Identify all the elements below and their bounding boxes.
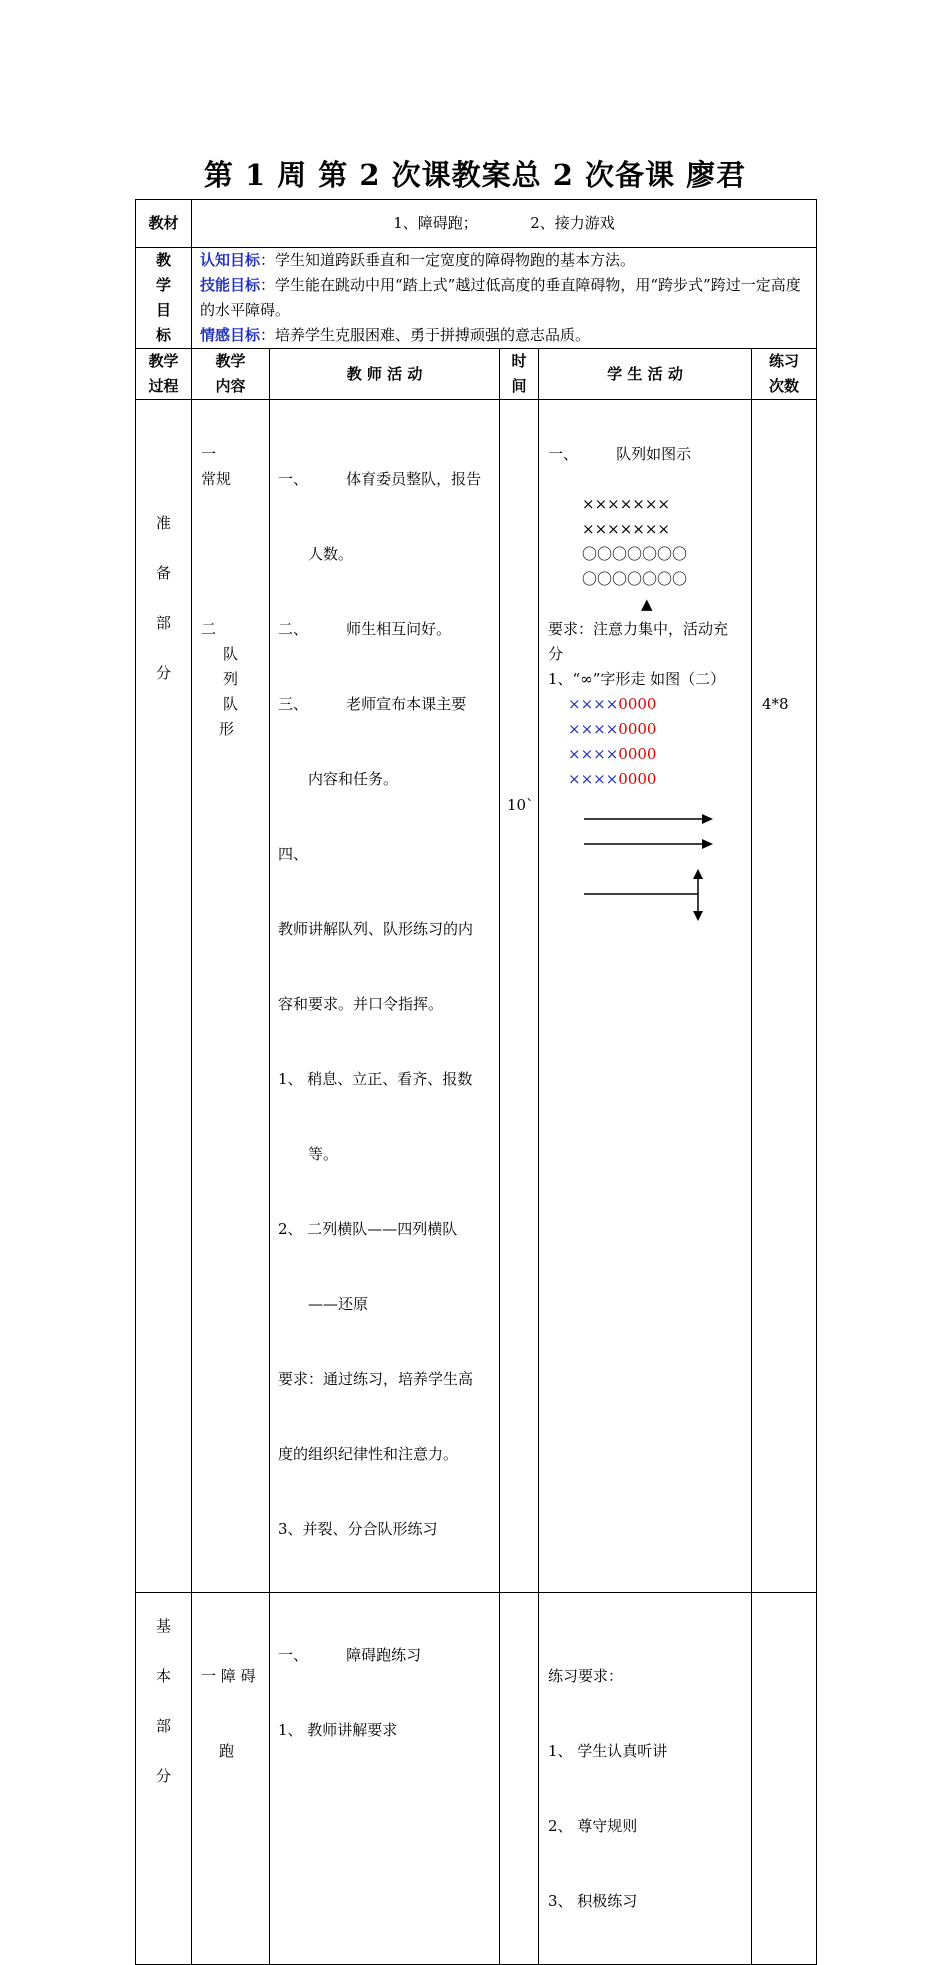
basic-content: 一 障 碍 跑	[192, 1593, 270, 1965]
prep-teacher-activities: 一、 体育委员整队，报告 人数。 二、 师生相互问好。 三、 老师宣布本课主要 内容和任务。 四、 教师讲解队列、队形练习的内 容和要求。并口令指挥。 1、 稍息、立正、看齐、报数 等。 2、 二列横队——四列横队 ——还原 要求：通过练习，培养学生高 度的组织纪律性和注意力。 3、并裂、分合队形练习	[270, 400, 500, 1593]
header-teacher: 教 师 活 动	[270, 349, 500, 400]
figure8-rows: ××××0000 ××××0000 ××××0000 ××××0000	[568, 695, 657, 788]
formation-diagram: ××××××× ××××××× 〇〇〇〇〇〇〇 〇〇〇〇〇〇〇	[582, 495, 688, 588]
emotion-goal-label: 情感目标	[200, 326, 261, 344]
emotion-goal-text: ：培养学生克服困难、勇于拼搏顽强的意志品质。	[260, 326, 591, 344]
basic-time	[500, 1593, 539, 1965]
material-row	[136, 200, 817, 248]
skill-goal-label: 技能目标	[200, 276, 261, 294]
basic-phase: 基 本 部 分	[136, 1593, 192, 1965]
prep-reps: 4*8	[752, 400, 817, 1593]
prep-phase: 准 备 部 分	[136, 400, 192, 1593]
skill-goal-text: ：学生能在跳动中用“踏上式”越过低高度的垂直障碍物，用“跨步式”跨过一定高度的水平障碍。	[200, 276, 801, 319]
goals-row	[136, 248, 817, 349]
basic-reps	[752, 1593, 817, 1965]
cognitive-goal-text: ：学生知道跨跃垂直和一定宽度的障碍物跑的基本方法。	[260, 251, 636, 269]
page-title: 第 1 周 第 2 次课教案总 2 次备课 廖君	[203, 158, 747, 192]
teacher-position-mark: ▲	[641, 595, 653, 613]
basic-row	[136, 1593, 817, 1965]
header-student: 学 生 活 动	[539, 349, 752, 400]
lesson-plan-table	[135, 199, 817, 1965]
goals-label: 教 学 目 标	[136, 248, 192, 349]
cognitive-goal-label: 认知目标	[200, 251, 261, 269]
material-value: 1、障碍跑； 2、接力游戏	[192, 200, 817, 248]
prep-student-activities: 一、 队列如图示 ××××××× ××××××× 〇〇〇〇〇〇〇 〇〇〇〇〇〇〇 ▲ 要求：注意力集中，活动充 分 1、“∞”字形走 如图（二） ××××0000 ××××0000 ××××0000 ××××0000	[539, 400, 752, 1593]
header-row	[136, 349, 817, 400]
goals-text	[192, 248, 817, 349]
header-time: 时 间	[500, 349, 539, 400]
basic-teacher-activities: 一、 障碍跑练习 1、 教师讲解要求	[270, 1593, 500, 1965]
header-reps: 练习 次数	[752, 349, 817, 400]
prep-time: 10`	[500, 400, 539, 1593]
basic-student-activities: 练习要求： 1、 学生认真听讲 2、 尊守规则 3、 积极练习	[539, 1593, 752, 1965]
movement-arrows	[548, 792, 747, 912]
arrow-diagram	[574, 807, 774, 927]
prep-content: 一 常规 二 队 列 队 形	[192, 400, 270, 1593]
header-process: 教学 过程	[136, 349, 192, 400]
header-content: 教学 内容	[192, 349, 270, 400]
prep-row	[136, 400, 817, 1593]
material-label: 教材	[136, 200, 192, 248]
